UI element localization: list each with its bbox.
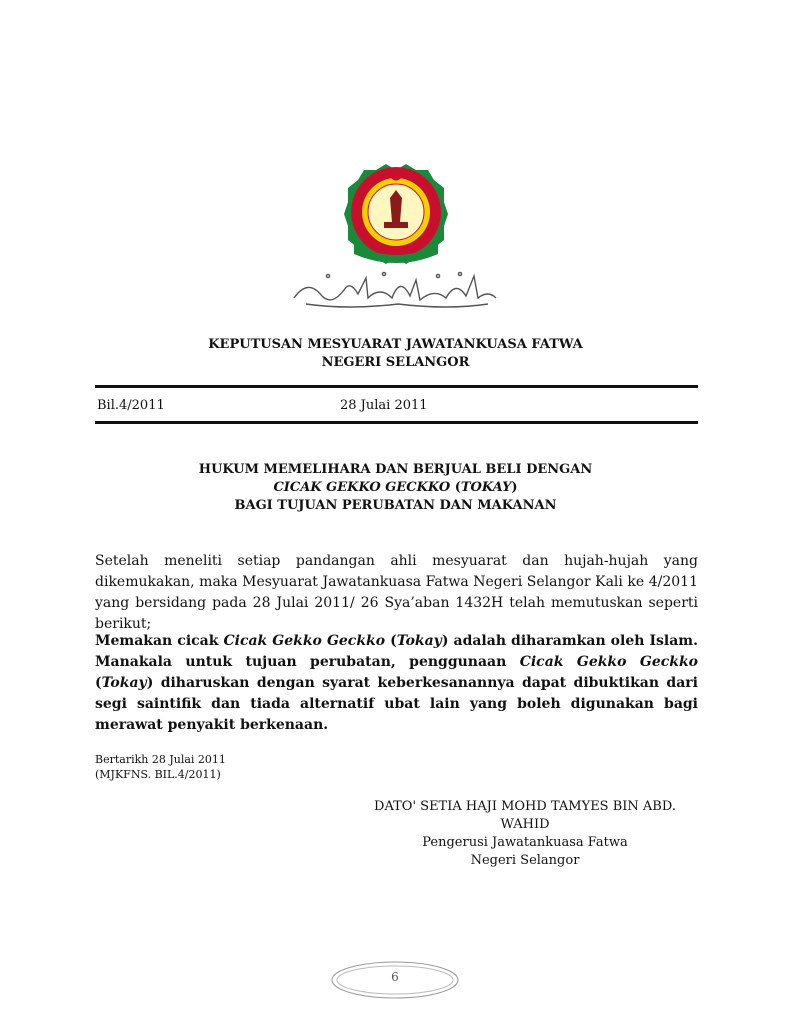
title-line-1: KEPUTUSAN MESYUARAT JAWATANKUASA FATWA (208, 337, 583, 352)
decision-part: ) diharuskan dengan syarat keberkesanannya dapat dibuktikan dari segi saintifik dan tiada alternatif ubat lain yang boleh digunakan bagi merawat penyakit berkenaan. (95, 675, 698, 733)
decision-tokay: Tokay (101, 675, 147, 691)
topic-species: CICAK GEKKO GECKKO (273, 480, 451, 495)
decision-part: Memakan cicak (95, 633, 224, 649)
decision-part: ( (95, 675, 102, 691)
divider-bottom (95, 421, 698, 424)
signature-block (350, 798, 700, 870)
dated-line: Bertarikh 28 Julai 2011 (95, 753, 226, 766)
arabic-calligraphy-emblem (288, 268, 502, 310)
decision-paragraph (95, 631, 698, 736)
document-title (0, 336, 791, 372)
signatory-name: DATO' SETIA HAJI MOHD TAMYES BIN ABD. WAHID (374, 799, 676, 832)
page-number: 6 (391, 970, 399, 984)
decision-species: Cicak Gekko Geckko (223, 633, 386, 649)
decision-tokay: Tokay (396, 633, 442, 649)
reference-line: (MJKFNS. BIL.4/2011) (95, 768, 221, 781)
topic-line-3: BAGI TUJUAN PERUBATAN DAN MAKANAN (234, 498, 557, 513)
decision-part: ( (385, 633, 397, 649)
decision-part: ) adalah diharamkan oleh Islam. Manakala untuk tujuan perubatan, penggunaan (95, 633, 698, 670)
intro-paragraph: Setelah meneliti setiap pandangan ahli mesyuarat dan hujah-hujah yang dikemukakan, maka Mesyuarat Jawatankuasa Fatwa Negeri Selangor Kali ke 4/2011 yang bersidang pada 28 Julai 2011/ 26 Sya’aban 1432H telah memutuskan seperti berikut; (95, 553, 698, 632)
title-line-2: NEGERI SELANGOR (321, 355, 470, 370)
selangor-mufti-logo (344, 160, 448, 266)
topic-paren-close: ) (511, 480, 518, 495)
topic-paren-open: ( (450, 480, 461, 495)
decision-species: Cicak Gekko Geckko (519, 654, 699, 670)
meeting-date: 28 Julai 2011 (340, 398, 428, 413)
signatory-org: Negeri Selangor (470, 853, 580, 868)
signatory-role: Pengerusi Jawatankuasa Fatwa (422, 835, 628, 850)
topic-heading (0, 461, 791, 515)
topic-tokay: TOKAY (460, 480, 512, 495)
topic-line-2 (0, 479, 791, 497)
topic-line-1: HUKUM MEMELIHARA DAN BERJUAL BELI DENGAN (198, 462, 593, 477)
bil-number: Bil.4/2011 (97, 398, 165, 413)
divider-top (95, 385, 698, 388)
